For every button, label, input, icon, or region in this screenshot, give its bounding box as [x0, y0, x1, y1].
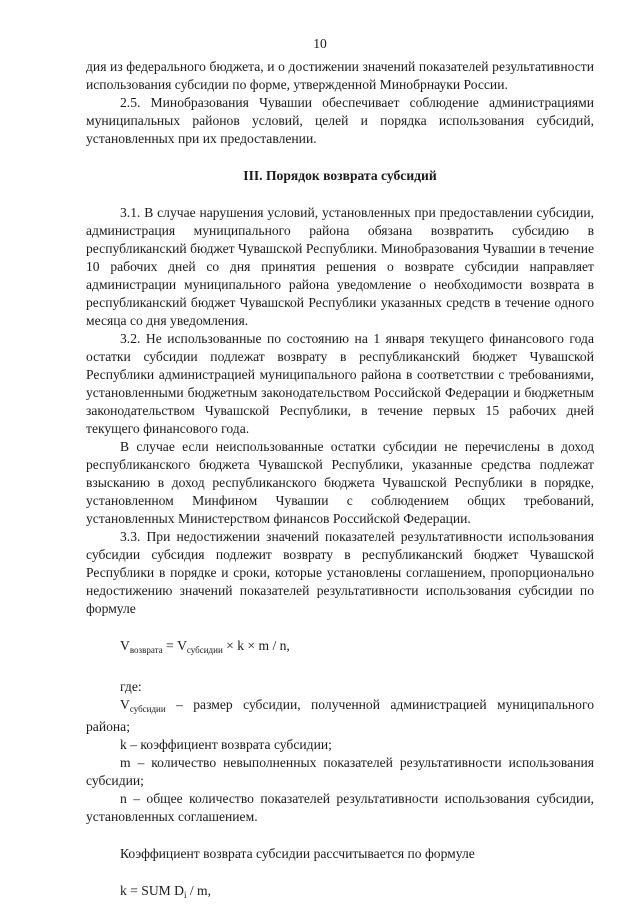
def-v-symbol: V: [120, 697, 130, 712]
coefficient-text: Коэффициент возврата субсидии рассчитывается по формуле: [120, 846, 475, 861]
formula-coefficient: [86, 882, 594, 904]
paragraph-continuation: дия из федерального бюджета, и о достижении значений показателей результативности использования субсидии по форме, утвержденной Минобрнауки России.: [86, 59, 594, 92]
formula2-post: / m,: [186, 883, 212, 898]
formula-sub-return: возврата: [129, 645, 163, 655]
formula-rest: × k × m / n,: [222, 638, 290, 653]
definition-v: [86, 696, 594, 736]
formula-return: [86, 637, 594, 659]
page-number: 10: [313, 36, 327, 51]
definition-k: k – коэффициент возврата субсидии;: [120, 737, 332, 752]
formula-sub-subsidy: субсидии: [186, 645, 223, 655]
formula-v: V: [120, 638, 130, 653]
formula2-pre: k = SUM D: [120, 883, 184, 898]
paragraph-3-3: 3.3. При недостижении значений показателей результативности использования субсидии субсидия подлежит возврату в республиканский бюджет Чувашской Республики в порядке и сроки, которые установлены соглашением, пропорционально недостижению значений показателей результативности использования субсидии по формуле: [86, 529, 594, 616]
paragraph-2-5: 2.5. Минобразования Чувашии обеспечивает соблюдение администрациями муниципальных районов условий, целей и порядка использования субсидий, установленных при их предоставлении.: [86, 95, 594, 146]
definition-n: n – общее количество показателей результативности использования субсидии, установленных соглашением.: [86, 791, 594, 824]
section-title: III. Порядок возврата субсидий: [243, 168, 437, 183]
formula-eq: = V: [162, 638, 187, 653]
where-label: где:: [120, 679, 142, 694]
paragraph-3-2: 3.2. Не использованные по состоянию на 1 января текущего финансового года остатки субсидии подлежат возврату в республиканский бюджет Чувашской Республики администрацией муниципального района в соответствии с требованиями, установленными бюджетным законодательством Российской Федерации и бюджетным законодательством Чувашской Республики, в течение первых 15 рабочих дней текущего финансового года.: [86, 331, 594, 436]
formula2-sub: i: [183, 890, 187, 900]
def-v-sub: субсидии: [129, 704, 166, 714]
paragraph-3-1: 3.1. В случае нарушения условий, установленных при предоставлении субсидии, администрация муниципального района обязана возвратить субсидию в республиканский бюджет Чувашской Республики. Минобразования Чувашии в течение 10 рабочих дней со дня принятия решения о возврате субсидии направляет администрации муниципального района уведомление о необходимости возврата в республиканский бюджет Чувашской Республики указанных средств в течение одного месяца со дня уведомления.: [86, 205, 594, 328]
definition-m: m – количество невыполненных показателей результативности использования субсидии;: [86, 755, 594, 788]
paragraph-3-2-b: В случае если неиспользованные остатки субсидии не перечислены в доход республиканского бюджета Чувашской Республики, указанные средства подлежат взысканию в доход республиканского бюджета Чувашской Республики в порядке, установленном Минфином Чувашии с соблюдением общих требований, установленных Министерством финансов Российской Федерации.: [86, 439, 594, 526]
document-body: [86, 58, 594, 923]
def-v-text: – размер субсидии, полученной администрацией муниципального района;: [86, 697, 594, 734]
